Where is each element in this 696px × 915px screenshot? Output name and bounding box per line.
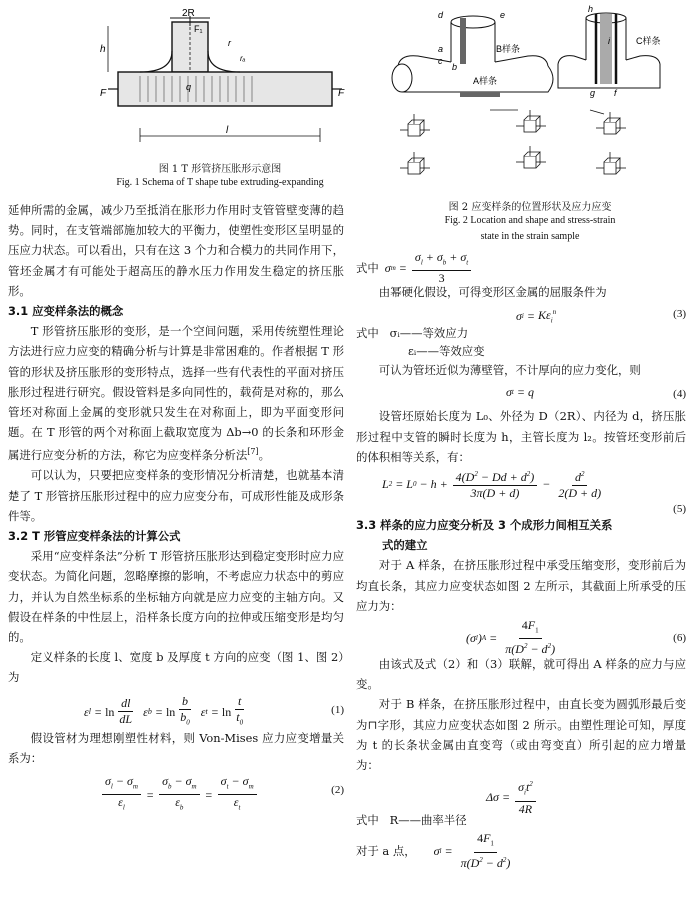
- right-para-a-solve: 由该式及式（2）和（3）联解，就可得出 A 样条的应力与应变。: [356, 657, 686, 692]
- fig2-label-f: f: [614, 88, 617, 98]
- equation-2-number: (2): [331, 784, 344, 797]
- right-para-hardening: 由幂硬化假设，可得变形区金属的屈服条件为: [378, 285, 607, 299]
- fig2-label-g: g: [590, 88, 596, 98]
- figure-1-caption-cn: 图 1 T 形管挤压胀形示意图: [158, 164, 282, 175]
- fig1-label-l: l: [226, 125, 229, 136]
- right-para-length: 设管坯原始长度为 L₀、外径为 D（2R）、内径为 d，挤压胀形过程中支管的瞬时长度为 h，主管长度为 l₂。按管坯变形前后的体积相等关系，有：: [356, 409, 686, 464]
- right-para-thin-wall: 可认为管坯近似为薄壁管，不计厚向的应力变化，则: [378, 363, 641, 378]
- fig1-label-f-left: F: [100, 88, 107, 99]
- fig2-label-e: e: [500, 10, 506, 20]
- fig2-label-b-strip: B样条: [496, 44, 521, 54]
- fig1-label-2r: 2R: [182, 8, 195, 19]
- figure-2-caption-cn: 图 2 应变样条的位置形状及应力应变: [448, 202, 612, 213]
- fig2-label-c: c: [438, 56, 443, 66]
- t-tube-schematic: [100, 6, 350, 156]
- fig2-label-i: i: [608, 36, 610, 46]
- equation-6: (σ l ) A = $\frac{4F_1}{\pi(D^2 - d^2)}$ (6): [466, 618, 686, 657]
- equation-4: σ t = q (4): [356, 380, 686, 406]
- fig1-label-h: h: [100, 44, 106, 55]
- fig2-label-a: a: [438, 44, 444, 54]
- figure-1-caption-en: Fig. 1 Schema of T shape tube extruding-expanding: [116, 177, 324, 188]
- heading-3-2: 3.2 T 形管应变样条法的计算公式: [8, 529, 181, 544]
- fig1-label-f-right: F: [338, 88, 345, 99]
- fig1-label-q: q: [186, 82, 192, 92]
- heading-3-3-line2: 式的建立: [382, 538, 428, 553]
- fig1-label-r: r: [228, 38, 231, 48]
- equation-delta-sigma: Δσ = $\frac{\sigma_it^2}{4R}$: [356, 775, 686, 811]
- definition-epsilon-i: εᵢ——等效应变: [408, 344, 485, 359]
- equation-4-number: (4): [673, 388, 686, 401]
- left-para-2: T 形管挤压胀形的变形，是一个空间问题，采用传统塑性理论方法进行应力应变的精确分析与计算是非常困难的。作者根据 T 形管的形状及挤压胀形的变形特点，选择一些有代表性的平面对挤压胀形过程进行研究。假设管料是多向同性的，载荷是对称的，那么管坯对称面上金属的变形就只发生在对称面上，即为平面变形问题。在 T 形管的两个对称面上截取宽度为 Δb→0 的长条和环形金属进行应变分析的方法，称它为应变样条分析法[7]。: [8, 324, 344, 463]
- figure-2-caption-en-1: Fig. 2 Location and shape and stress-strain: [444, 215, 616, 226]
- right-column: [356, 248, 686, 870]
- fig2-label-a-strip: A样条: [473, 76, 498, 86]
- figure-1: [100, 6, 350, 156]
- right-para-b-strip: 对于 B 样条，在挤压胀形过程中，由直长变为圆弧形最后变为⊓字形，其应力应变状态如图 2 所示。由塑性理论可知，厚度为 t 的长条状金属由直变弯（或由弯变直）所引起的应力增量为：: [356, 697, 686, 773]
- equation-sigma-m: 式中 σ m = $\frac{\sigma_l + \sigma_b + \sigma_t}{3}$: [356, 248, 686, 282]
- figure-2: [378, 4, 678, 196]
- figure-2-caption-en-2: state in the strain sample: [480, 231, 580, 242]
- fig1-label-f1: F₁: [194, 24, 203, 34]
- fig2-label-h: h: [588, 4, 594, 14]
- fig2-label-b: b: [452, 62, 458, 72]
- heading-3-1: 3.1 应变样条法的概念: [8, 304, 124, 319]
- point-a-label: 对于 a 点，: [356, 843, 416, 858]
- equation-5-number: (5): [673, 503, 686, 516]
- left-column: [8, 200, 344, 812]
- reference-7: [7]: [247, 447, 259, 457]
- equation-5: L 2 = L 0 − h + $\frac{4(D^2 - Dd + d^2)}{3\pi(D + d)}$ − $\frac{d^2}{2(D + d)}$ (5): [356, 467, 686, 515]
- equation-2: $\frac{\sigma_l - \sigma_m}{\varepsilon_l}$ = $\frac{\sigma_b - \sigma_m}{\varepsilon_b}$ = $\frac{\sigma_t - \sigma_m}{\varepsilon_t}$ (2): [8, 768, 344, 808]
- sigma-m-prefix: 式中: [356, 261, 379, 276]
- fig2-label-d: d: [438, 10, 444, 20]
- strain-sample-diagram: [378, 4, 678, 196]
- where-label-1: 式中: [356, 326, 379, 341]
- left-para-5: 定义样条的长度 l、宽度 b 及厚度 t 方向的应变（图 1、图 2）为: [8, 650, 344, 685]
- equation-point-a: 对于 a 点， σ l = $\frac{4F_1}{\pi(D^2 - d^2)}$: [356, 831, 511, 870]
- left-para-4: 采用“应变样条法”分析 T 形管挤压胀形达到稳定变形时应力应变状态。为简化问题，忽略摩擦的影响，不考虑应力状态中的剪应力，并认为自然坐标系的坐标轴方向就是应力应变的主轴方向。又假设在样条的中性层上，沿样条长度方向的拉伸或压缩变形是均匀的。: [8, 549, 344, 645]
- fig1-label-ra: rₐ: [240, 54, 246, 63]
- equation-3: σ i = $K\varepsilon_i^n$ (3): [356, 302, 686, 324]
- heading-3-3-line1: 3.3 样条的应力应变分析及 3 个成形力间相互关系: [356, 518, 613, 533]
- left-para-6: 假设管材为理想刚塑性材料，则 Von-Mises 应力应变增量关系为：: [8, 730, 344, 765]
- definition-sigma-i: σᵢ——等效应力: [389, 326, 469, 341]
- left-para-3: 可以认为，只要把应变样条的变形情况分析清楚，也就基本清楚了 T 形管挤压胀形过程中的应力应变分布，可成形性能及成形条件等。: [8, 468, 344, 523]
- left-para-1: 延伸所需的金属，减少乃至抵消在胀形力作用时支管管壁变薄的趋势。同时，在支管端部施加较大的平衡力，使塑性变形区呈明显的压应力状态。可以看出，只有在这 3 个力和合模力的共同作用下，管坯金属才有可能处于超高压的静水压力作用发生稳定的挤压胀形。: [8, 203, 344, 298]
- equation-3-number: (3): [673, 308, 686, 321]
- equation-1-number: (1): [331, 703, 344, 716]
- equation-6-number: (6): [673, 632, 686, 645]
- definition-r: R——曲率半径: [389, 813, 467, 828]
- right-para-a-strip: 对于 A 样条，在挤压胀形过程中承受压缩变形，变形前后为均直长条，其应力应变状态如图 2 左所示，其截面上所承受的压应力为：: [356, 558, 686, 613]
- where-label-2: 式中: [356, 813, 379, 828]
- equation-1: ε l = ln $\frac{dl}{dL}$ ε b = ln $\frac{b}{b_0}$ ε t = ln $\frac{t}{t_0}$ (1): [84, 693, 344, 727]
- fig2-label-c-strip: C样条: [636, 36, 661, 46]
